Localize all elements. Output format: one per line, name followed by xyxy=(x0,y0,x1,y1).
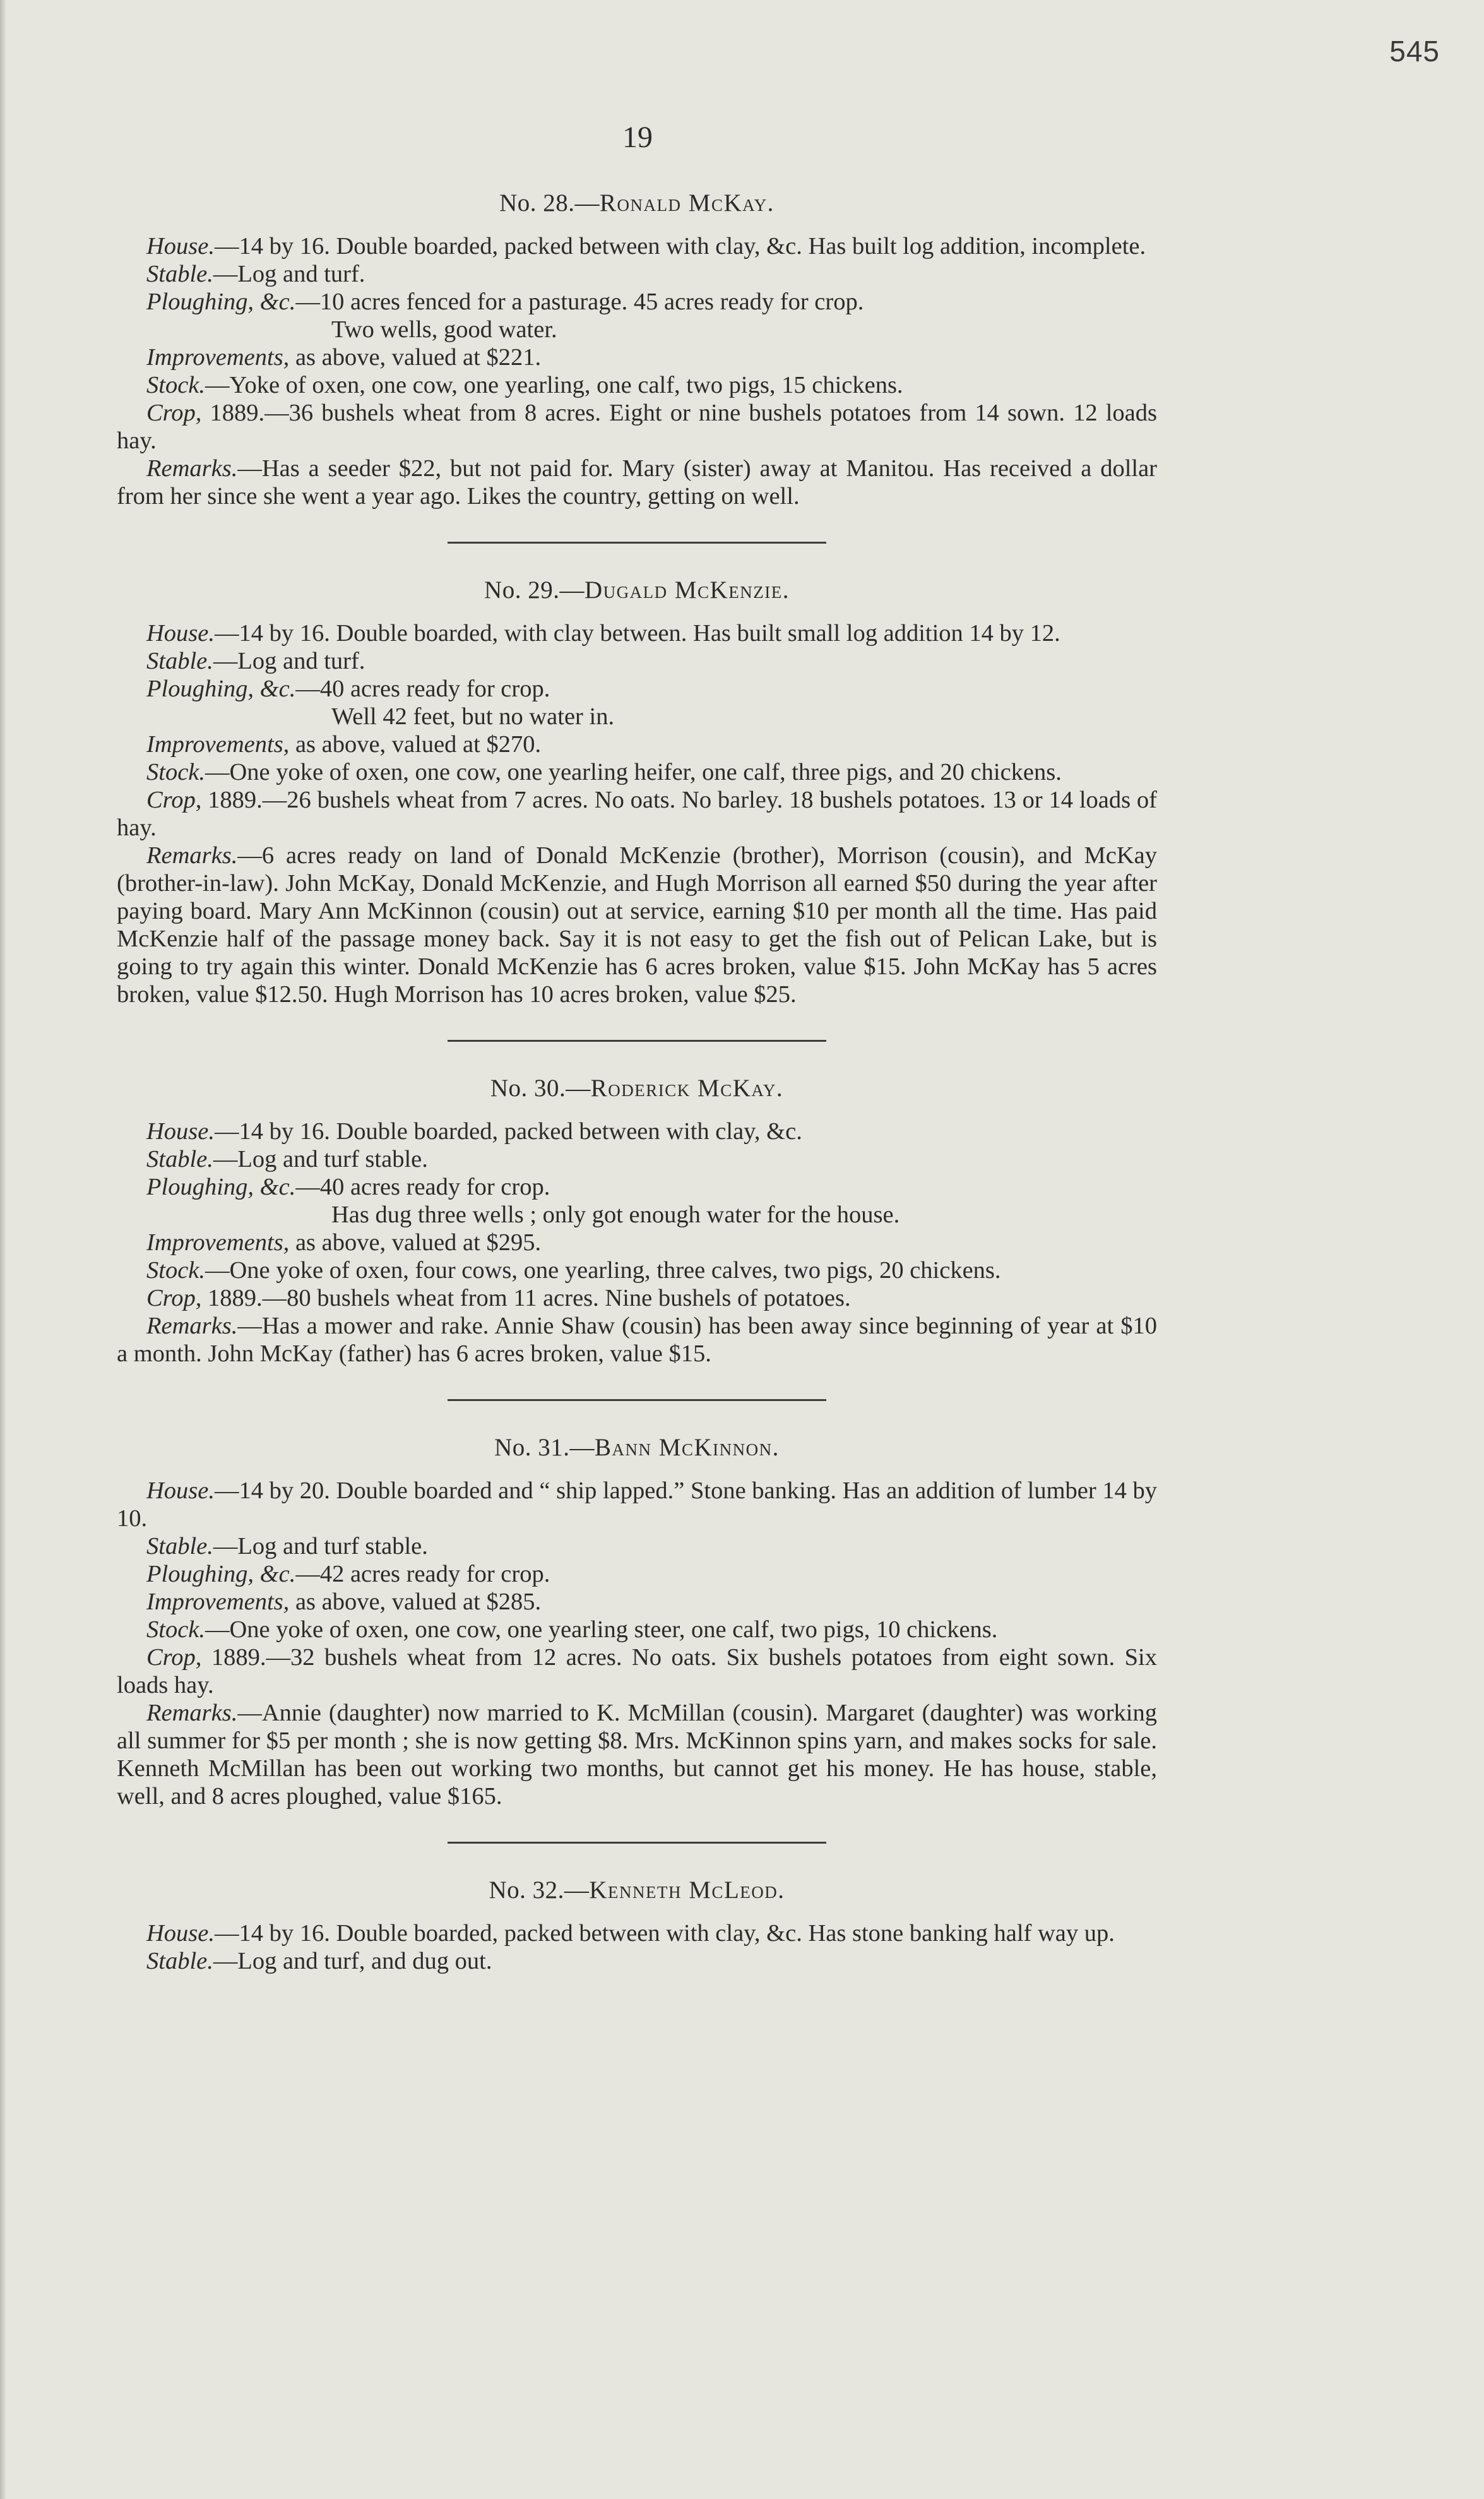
entry-field-text: as above, valued at $295. xyxy=(289,1229,542,1256)
entry-field-label: Remarks. xyxy=(146,455,238,482)
entry-number: No. 32.— xyxy=(489,1876,590,1904)
entry-note-line: Two wells, good water. xyxy=(331,316,557,343)
entry-paragraph xyxy=(117,647,1157,675)
entry-field-label: Remarks. xyxy=(146,842,238,869)
entry-field-text: —6 acres ready on land of Donald McKenzie (brother), Morrison (cousin), and McKay (brother-in-law). John McKay, Donald McKenzie, and Hugh Morrison all earned $50 during the year after paying board. Mary Ann McKinnon (cousin) out at service, earning $10 per month all the time. Has paid McKenzie half of the passage money back. Say it is not easy to get the fish out of Pelican Lake, but is going to try again this winter. Donald McKenzie has 6 acres broken, value $15. John McKay has 5 acres broken, value $12.50. Hugh Morrison has 10 acres broken, value $25. xyxy=(117,842,1157,1008)
entry-field-label: Stable. xyxy=(146,1146,213,1172)
entry-field-text: 1889.—80 bushels wheat from 11 acres. Nine bushels of potatoes. xyxy=(201,1285,851,1311)
entry-number: No. 31.— xyxy=(494,1434,595,1461)
entry-paragraph xyxy=(117,1947,1157,1975)
entry-paragraph xyxy=(117,1616,1157,1643)
entry-paragraph xyxy=(117,842,1157,1008)
entry-title xyxy=(117,1434,1157,1462)
entry-note-line: Has dug three wells ; only got enough water for the house. xyxy=(331,1202,900,1228)
entry-field-text: —14 by 16. Double boarded, with clay between. Has built small log addition 14 by 12. xyxy=(215,620,1060,647)
entry-field-text: —One yoke of oxen, one cow, one yearling steer, one calf, two pigs, 10 chickens. xyxy=(205,1616,998,1643)
entry-field-text: as above, valued at $270. xyxy=(289,731,542,758)
entry-field-text: —Annie (daughter) now married to K. McMillan (cousin). Margaret (daughter) was working all summer for $5 per month ; she is now getting $8. Mrs. McKinnon spins yarn, and makes socks for sale. Kenneth McMillan has been out working two months, but cannot get his money. He has house, stable, well, and 8 acres ploughed, value $165. xyxy=(117,1700,1157,1810)
entry-field-text: —Log and turf stable. xyxy=(213,1146,428,1172)
entry-number: No. 28.— xyxy=(499,189,600,217)
entry-field-label: Stock. xyxy=(146,1616,205,1643)
entry-title xyxy=(117,189,1157,217)
settler-name: Roderick McKay. xyxy=(590,1075,784,1102)
entry-field-label: Crop, xyxy=(146,787,202,813)
entry-field-text: —Log and turf. xyxy=(213,261,365,287)
entry-paragraph xyxy=(117,1173,1157,1201)
entry-paragraph xyxy=(117,1560,1157,1588)
entry-field-label: Stock. xyxy=(146,372,205,398)
entry-field-text: —Has a seeder $22, but not paid for. Mary (sister) away at Manitou. Has received a dollar from her since she went a year ago. Likes the country, getting on well. xyxy=(117,455,1157,510)
entry-paragraph xyxy=(117,1532,1157,1560)
entry-field-text: as above, valued at $285. xyxy=(289,1589,542,1615)
entry-field-label: House. xyxy=(146,1118,215,1145)
report-column xyxy=(117,189,1157,1975)
entry-field-label: Improvements, xyxy=(146,1229,290,1256)
entry-field-text: —42 acres ready for crop. xyxy=(295,1561,550,1587)
settler-entry xyxy=(117,576,1157,1008)
entry-paragraph xyxy=(117,1477,1157,1532)
entry-field-text: 1889.—36 bushels wheat from 8 acres. Eight or nine bushels potatoes from 14 sown. 12 loads hay. xyxy=(117,400,1157,454)
entry-field-label: Stock. xyxy=(146,759,205,785)
settler-entry xyxy=(117,1075,1157,1368)
entry-paragraph xyxy=(117,1588,1157,1616)
entry-paragraph xyxy=(117,1229,1157,1256)
entry-field-text: —14 by 16. Double boarded, packed between with clay, &c. Has stone banking half way up. xyxy=(215,1920,1115,1947)
entry-field-label: Ploughing, &c. xyxy=(146,289,296,315)
entry-field-text: —One yoke of oxen, one cow, one yearling heifer, one calf, three pigs, and 20 chickens. xyxy=(205,759,1062,785)
entry-field-label: Crop, xyxy=(146,1285,202,1311)
settler-entry xyxy=(117,1434,1157,1810)
entry-paragraph xyxy=(117,1643,1157,1699)
section-divider xyxy=(448,542,826,544)
entry-field-text: —Log and turf. xyxy=(213,648,365,674)
entry-field-text: 1889.—26 bushels wheat from 7 acres. No oats. No barley. 18 bushels potatoes. 13 or 14 loads of hay. xyxy=(117,787,1157,841)
entry-field-label: Remarks. xyxy=(146,1700,238,1726)
corner-page-number: 545 xyxy=(1389,35,1440,68)
entry-field-label: Remarks. xyxy=(146,1313,238,1339)
settler-entry xyxy=(117,189,1157,510)
entry-title xyxy=(117,1075,1157,1102)
entry-field-label: Crop, xyxy=(146,1644,202,1671)
entry-field-text: —Log and turf stable. xyxy=(213,1533,428,1560)
entry-paragraph xyxy=(117,1118,1157,1145)
settler-name: Dugald McKenzie. xyxy=(584,576,790,604)
entry-field-label: Improvements, xyxy=(146,344,290,371)
entry-field-text: —14 by 16. Double boarded, packed between with clay, &c. xyxy=(215,1118,802,1145)
entry-paragraph xyxy=(117,343,1157,371)
entry-paragraph xyxy=(117,675,1157,703)
entry-field-label: Ploughing, &c. xyxy=(146,1561,296,1587)
entry-paragraph xyxy=(117,1312,1157,1368)
entry-paragraph xyxy=(117,1145,1157,1173)
settler-entry xyxy=(117,1876,1157,1975)
entry-field-label: House. xyxy=(146,1920,215,1947)
entry-field-text: —Has a mower and rake. Annie Shaw (cousin) has been away since beginning of year at $10 a month. John McKay (father) has 6 acres broken, value $15. xyxy=(117,1313,1157,1367)
entry-paragraph xyxy=(117,786,1157,842)
entry-title xyxy=(117,576,1157,604)
entry-field-label: Stock. xyxy=(146,1257,205,1284)
page-number: 19 xyxy=(622,121,653,154)
entry-field-text: —14 by 20. Double boarded and “ ship lapped.” Stone banking. Has an addition of lumber 14 by 10. xyxy=(117,1477,1157,1532)
entry-field-label: Improvements, xyxy=(146,1589,290,1615)
entry-field-text: —Log and turf, and dug out. xyxy=(213,1948,492,1974)
entry-field-text: 1889.—32 bushels wheat from 12 acres. No oats. Six bushels potatoes from eight sown. Six loads hay. xyxy=(117,1644,1157,1698)
entry-paragraph xyxy=(117,731,1157,758)
entry-field-label: Stable. xyxy=(146,648,213,674)
entry-field-label: Stable. xyxy=(146,1533,213,1560)
entry-field-text: —40 acres ready for crop. xyxy=(295,1174,550,1200)
entry-field-label: Crop, xyxy=(146,400,202,426)
entry-field-label: Improvements, xyxy=(146,731,290,758)
entry-field-label: Stable. xyxy=(146,261,213,287)
entry-paragraph xyxy=(117,232,1157,260)
entry-field-text: as above, valued at $221. xyxy=(289,344,542,371)
entry-field-text: —One yoke of oxen, four cows, one yearling, three calves, two pigs, 20 chickens. xyxy=(205,1257,1001,1284)
settler-name: Bann McKinnon. xyxy=(595,1434,780,1461)
section-divider xyxy=(448,1040,826,1042)
entry-paragraph xyxy=(117,455,1157,510)
entry-field-label: House. xyxy=(146,620,215,647)
entry-paragraph xyxy=(117,1284,1157,1312)
page-binding-edge xyxy=(0,0,6,2499)
entry-number: No. 30.— xyxy=(490,1075,591,1102)
entry-paragraph xyxy=(117,1919,1157,1947)
entry-field-label: Ploughing, &c. xyxy=(146,1174,296,1200)
entry-paragraph xyxy=(117,288,1157,316)
settler-name: Kenneth McLeod. xyxy=(589,1876,785,1904)
section-divider xyxy=(448,1842,826,1844)
entry-paragraph xyxy=(117,1256,1157,1284)
entry-field-label: House. xyxy=(146,1477,215,1504)
section-divider xyxy=(448,1399,826,1401)
entry-title xyxy=(117,1876,1157,1904)
entry-field-label: Stable. xyxy=(146,1948,213,1974)
entry-number: No. 29.— xyxy=(484,576,585,604)
entry-field-text: —10 acres fenced for a pasturage. 45 acres ready for crop. xyxy=(295,289,864,315)
entry-field-text: —Yoke of oxen, one cow, one yearling, one calf, two pigs, 15 chickens. xyxy=(205,372,903,398)
entry-paragraph xyxy=(117,619,1157,647)
entry-paragraph xyxy=(117,1699,1157,1810)
settler-name: Ronald McKay. xyxy=(600,189,775,217)
entry-paragraph xyxy=(117,260,1157,288)
entry-field-text: —40 acres ready for crop. xyxy=(295,676,550,702)
entry-field-label: House. xyxy=(146,233,215,259)
entry-note-line: Well 42 feet, but no water in. xyxy=(331,703,615,730)
entry-field-label: Ploughing, &c. xyxy=(146,676,296,702)
entry-paragraph xyxy=(117,371,1157,399)
entry-field-text: —14 by 16. Double boarded, packed between with clay, &c. Has built log addition, incomplete. xyxy=(215,233,1146,259)
entry-paragraph xyxy=(117,758,1157,786)
entry-paragraph xyxy=(117,399,1157,455)
